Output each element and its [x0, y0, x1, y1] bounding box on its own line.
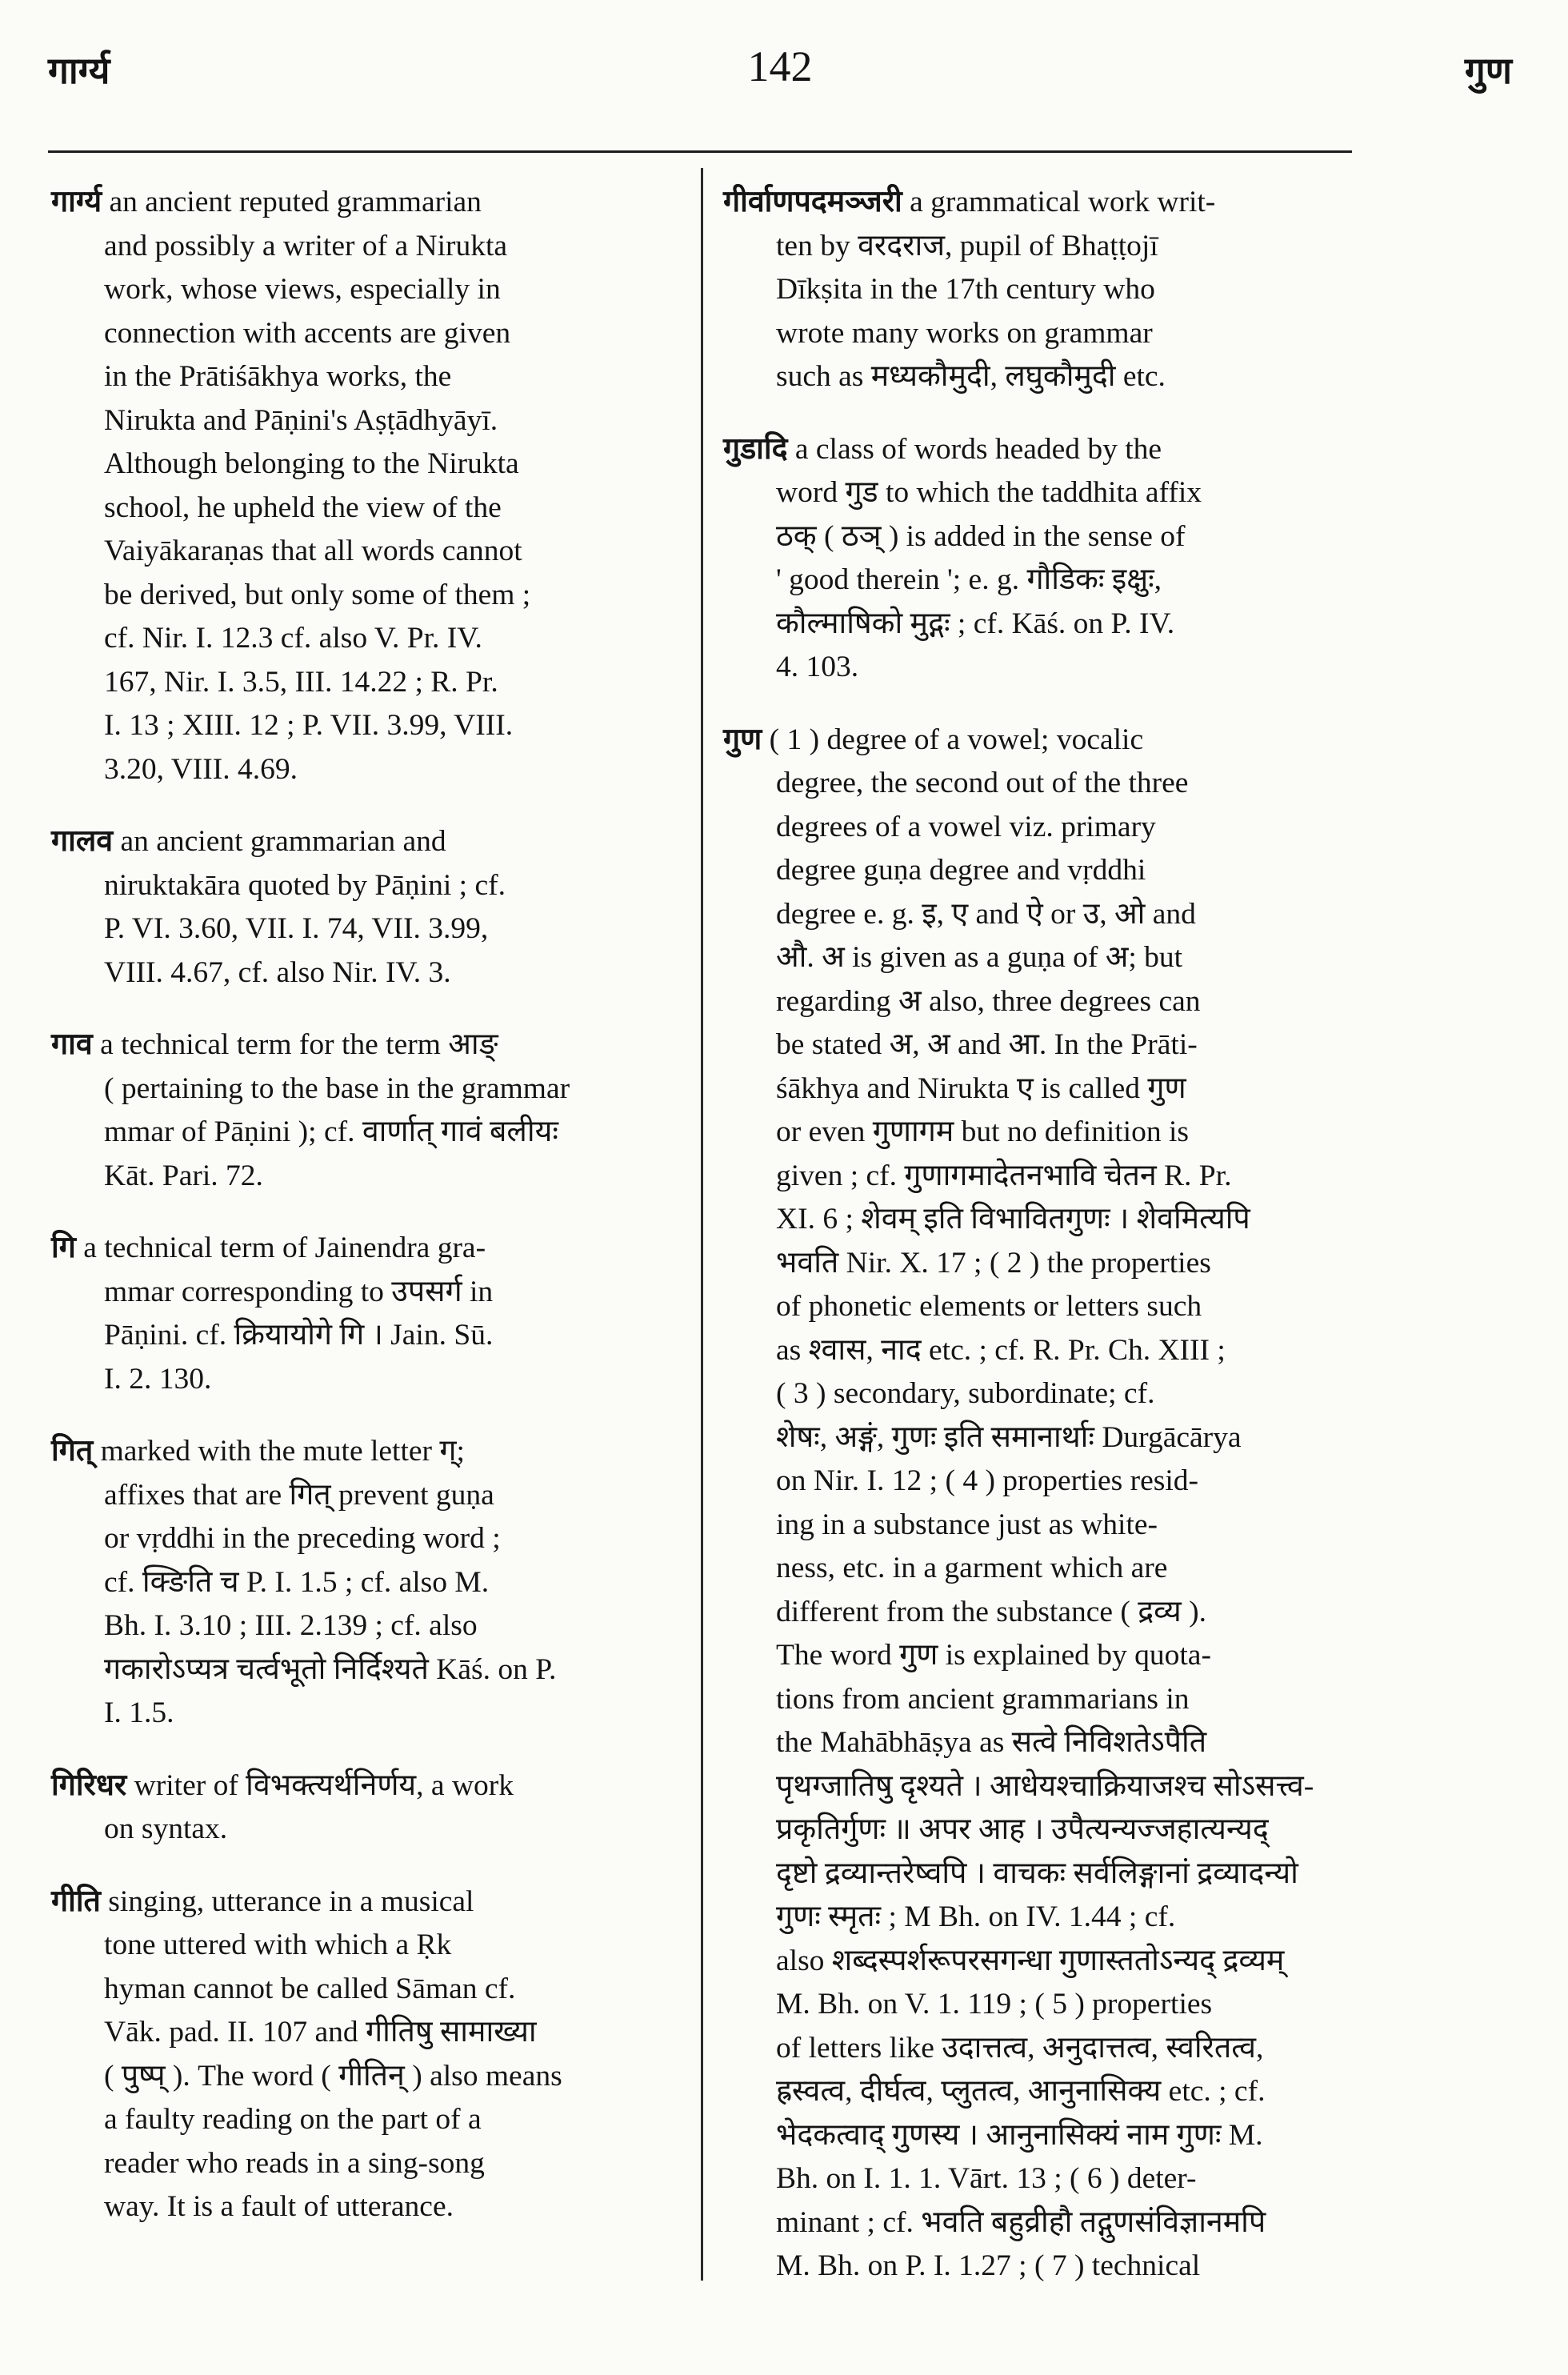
dictionary-entry	[723, 181, 1355, 399]
entry-line: दृष्टो द्रव्यान्तरेष्वपि । वाचकः सर्वलिङ्गानां द्रव्यादन्यो	[776, 1856, 1298, 1890]
entry-line: affixes that are गित् prevent guṇa	[104, 1478, 494, 1512]
entry-line: Although belonging to the Nirukta	[104, 447, 519, 480]
entry-line: degree guṇa degree and vṛddhi	[776, 854, 1146, 887]
entry-line: tone uttered with which a Ṛk	[104, 1928, 452, 1961]
entry-line: भेदकत्वाद् गुणस्य । आनुनासिक्यं नाम गुणः M.	[776, 2118, 1263, 2152]
entry-line: ठक् ( ठञ् ) is added in the sense of	[776, 519, 1186, 553]
entry-line: I. 13 ; XIII. 12 ; P. VII. 3.99, VIII.	[104, 709, 514, 742]
left-column	[51, 181, 691, 2258]
dictionary-entry	[51, 1023, 691, 1198]
entry-line: minant ; cf. भवति बहुव्रीहौ तद्गुणसंविज्ञानमपि	[776, 2205, 1266, 2239]
entry-line: and possibly a writer of a Nirukta	[104, 229, 508, 262]
entry-line: 167, Nir. I. 3.5, III. 14.22 ; R. Pr.	[104, 665, 498, 699]
entry-headword: गि	[51, 1232, 76, 1264]
entry-line: Nirukta and Pāṇini's Aṣṭādhyāyī.	[104, 403, 498, 437]
entry-line: ness, etc. in a garment which are	[776, 1552, 1168, 1584]
entry-line: a faulty reading on the part of a	[104, 2103, 482, 2136]
dictionary-entry	[51, 1880, 691, 2229]
entry-text: an ancient reputed grammarian	[102, 186, 482, 218]
entry-text: ( 1 ) degree of a vowel; vocalic	[762, 723, 1144, 756]
entry-headword: गीर्वाणपदमञ्जरी	[723, 186, 902, 218]
entry-headword: गीति	[51, 1884, 101, 1918]
entry-line: ( पुष्प् ). The word ( गीतिन् ) also means	[104, 2059, 562, 2093]
dictionary-entry	[51, 181, 691, 791]
entry-line	[723, 428, 1355, 472]
entry-line: mmar corresponding to उपसर्ग in	[104, 1275, 494, 1308]
entry-line: Vaiyākaraṇas that all words cannot	[104, 535, 522, 567]
column-divider	[701, 168, 703, 2281]
entry-line: school, he upheld the view of the	[104, 491, 502, 524]
entry-line: I. 1.5.	[104, 1696, 174, 1729]
entry-line	[51, 181, 691, 225]
dictionary-entry	[51, 820, 691, 995]
entry-text: a technical term of Jainendra gra-	[75, 1232, 486, 1264]
entry-line: such as मध्यकौमुदी, लघुकौमुदी etc.	[776, 360, 1166, 393]
entry-line: or vṛddhi in the preceding word ;	[104, 1522, 501, 1555]
entry-line: cf. क्ङिति च P. I. 1.5 ; cf. also M.	[104, 1565, 490, 1599]
entry-line	[51, 1023, 691, 1067]
entry-text: marked with the mute letter ग्;	[93, 1435, 465, 1468]
entry-line	[51, 820, 691, 864]
entry-line: śākhya and Nirukta ए is called गुण	[776, 1071, 1186, 1105]
entry-line: or even गुणागम but no definition is	[776, 1115, 1189, 1148]
entry-line	[723, 181, 1355, 225]
entry-line: कौल्माषिको मुद्गः ; cf. Kāś. on P. IV.	[776, 607, 1175, 640]
entry-line: M. Bh. on P. I. 1.27 ; ( 7 ) technical	[776, 2249, 1201, 2282]
entry-line: on Nir. I. 12 ; ( 4 ) properties resid-	[776, 1464, 1199, 1497]
entry-line: ( pertaining to the base in the grammar	[104, 1071, 570, 1105]
entry-line: ' good therein '; e. g. गौडिकः इक्षुः,	[776, 563, 1162, 596]
entry-line: mmar of Pāṇini ); cf. वार्णात् गावं बलीयः	[104, 1115, 558, 1148]
entry-line: I. 2. 130.	[104, 1362, 212, 1396]
entry-line: पृथग्जातिषु दृश्यते । आधेयश्चाक्रियाजश्च सोऽसत्त्व-	[776, 1769, 1314, 1803]
entry-headword: गालव	[51, 825, 114, 858]
entry-line: 3.20, VIII. 4.69.	[104, 752, 298, 786]
page-number: 142	[747, 42, 813, 90]
entry-line: XI. 6 ; शेवम् इति विभावितगुणः । शेवमित्यपि	[776, 1203, 1250, 1236]
entry-line: of phonetic elements or letters such	[776, 1290, 1202, 1323]
dictionary-entry	[51, 1764, 691, 1852]
entry-line: different from the substance ( द्रव्य ).	[776, 1595, 1206, 1628]
entry-line: connection with accents are given	[104, 316, 511, 350]
entry-line: degree, the second out of the three	[776, 767, 1189, 799]
entry-line: गुणः स्मृतः ; M Bh. on IV. 1.44 ; cf.	[776, 1900, 1176, 1933]
entry-headword: गुण	[723, 723, 762, 756]
entry-line: tions from ancient grammarians in	[776, 1682, 1190, 1716]
dictionary-entry	[723, 428, 1355, 690]
entry-line: wrote many works on grammar	[776, 316, 1153, 350]
entry-line: also शब्दस्पर्शरूपरसगन्धा गुणास्ततोऽन्यद् द्रव्यम्	[776, 1944, 1285, 1977]
dictionary-entry	[723, 719, 1355, 2289]
entry-line: भवति Nir. X. 17 ; ( 2 ) the properties	[776, 1246, 1211, 1280]
entry-line: degrees of a vowel viz. primary	[776, 810, 1156, 843]
entry-line	[51, 1227, 691, 1271]
entry-line: on syntax.	[104, 1812, 228, 1845]
entry-line: regarding अ also, three degrees can	[776, 984, 1201, 1018]
header-rule	[48, 150, 1352, 153]
entry-line: word गुड to which the taddhita affix	[776, 476, 1202, 509]
entry-line: ह्रस्वत्व, दीर्घत्व, प्लुतत्व, आनुनासिक्य etc. ; cf.	[776, 2075, 1266, 2108]
entry-line: work, whose views, especially in	[104, 273, 501, 306]
entry-line: Pāṇini. cf. क्रियायोगे गि । Jain. Sū.	[104, 1319, 494, 1352]
entry-text: singing, utterance in a musical	[100, 1884, 474, 1918]
entry-headword: गित्	[51, 1435, 94, 1468]
entry-line: cf. Nir. I. 12.3 cf. also V. Pr. IV.	[104, 622, 482, 655]
entry-line: The word गुण is explained by quota-	[776, 1639, 1211, 1672]
entry-line	[51, 1880, 691, 1924]
left-guide-word: गार्ग्य	[48, 49, 110, 92]
entry-line: P. VI. 3.60, VII. I. 74, VII. 3.99,	[104, 912, 489, 945]
entry-line: VIII. 4.67, cf. also Nir. IV. 3.	[104, 955, 451, 989]
entry-line: प्रकृतिर्गुणः ॥ अपर आह । उपैत्यन्यज्जहात्यन्यद्	[776, 1813, 1269, 1846]
entry-line: Bh. I. 3.10 ; III. 2.139 ; cf. also	[104, 1609, 478, 1642]
entry-line: given ; cf. गुणागमादेतनभावि चेतन R. Pr.	[776, 1159, 1232, 1192]
entry-headword: गुडादि	[723, 432, 788, 466]
entry-headword: गिरिधर	[51, 1768, 127, 1802]
entry-line: M. Bh. on V. 1. 119 ; ( 5 ) properties	[776, 1988, 1213, 2021]
entry-line: ( 3 ) secondary, subordinate; cf.	[776, 1377, 1155, 1410]
entry-line: hyman cannot be called Sāman cf.	[104, 1972, 516, 2005]
entry-text: writer of विभक्त्यर्थनिर्णय, a work	[126, 1768, 514, 1802]
entry-line: be stated अ, अ and आ. In the Prāti-	[776, 1028, 1198, 1061]
right-column	[723, 181, 1355, 2317]
entry-line	[51, 1764, 691, 1808]
entry-line: Bh. on I. 1. 1. Vārt. 13 ; ( 6 ) deter-	[776, 2162, 1197, 2195]
entry-line: in the Prātiśākhya works, the	[104, 360, 452, 393]
entry-line: Dīkṣita in the 17th century who	[776, 273, 1155, 306]
entry-headword: गाव	[51, 1028, 93, 1061]
entry-line: गकारोऽप्यत्र चर्त्वभूतो निर्दिश्यते Kāś. on P.	[104, 1652, 557, 1686]
entry-line: reader who reads in a sing-song	[104, 2146, 485, 2180]
running-head	[48, 42, 1512, 109]
entry-line: way. It is a fault of utterance.	[104, 2190, 454, 2223]
entry-line: शेषः, अङ्गं, गुणः इति समानार्थाः Durgācārya	[776, 1420, 1242, 1454]
dictionary-entry	[51, 1227, 691, 1401]
entry-line: Kāt. Pari. 72.	[104, 1159, 263, 1192]
entry-line: ten by वरदराज, pupil of Bhaṭṭojī	[776, 229, 1158, 262]
entry-text: an ancient grammarian and	[113, 825, 446, 858]
entry-line	[723, 719, 1355, 763]
entry-text: a technical term for the term आङ्	[92, 1028, 498, 1061]
right-guide-word: गुण	[1464, 49, 1512, 92]
entry-line: as श्वास, नाद etc. ; cf. R. Pr. Ch. XIII ;	[776, 1333, 1226, 1367]
entry-line: degree e. g. इ, ए and ऐ or उ, ओ and	[776, 897, 1196, 931]
dictionary-entry	[51, 1430, 691, 1736]
entry-line: औ. अ is given as a guṇa of अ; but	[776, 941, 1183, 974]
entry-line: the Mahābhāṣya as सत्वे निविशतेऽपैति	[776, 1726, 1207, 1759]
entry-line: ing in a substance just as white-	[776, 1508, 1158, 1541]
entry-text: a class of words headed by the	[787, 432, 1162, 466]
entry-line	[51, 1430, 691, 1474]
entry-line: be derived, but only some of them ;	[104, 578, 531, 611]
entry-line: Vāk. pad. II. 107 and गीतिषु सामाख्या	[104, 2016, 537, 2049]
entry-headword: गार्ग्य	[51, 186, 102, 218]
entry-line: of letters like उदात्तत्व, अनुदात्तत्व, स्वरितत्व,	[776, 2031, 1264, 2065]
entry-text: a grammatical work writ-	[902, 186, 1216, 218]
entry-line: niruktakāra quoted by Pāṇini ; cf.	[104, 868, 506, 902]
entry-line: 4. 103.	[776, 651, 859, 683]
